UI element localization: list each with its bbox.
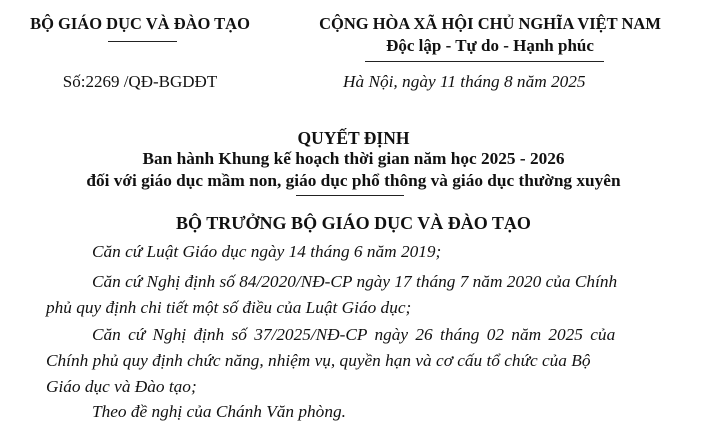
preamble-item (46, 322, 656, 400)
issuing-authority: BỘ TRƯỞNG BỘ GIÁO DỤC VÀ ĐÀO TẠO (176, 213, 531, 233)
preamble-item (46, 239, 656, 265)
place-date: Hà Nội, ngày 11 tháng 8 năm 2025 (343, 72, 586, 91)
preamble-text: Căn cứ Luật Giáo dục ngày 14 tháng 6 năm 2019; (92, 242, 442, 261)
decision-subject-line-2: đối với giáo dục mầm non, giáo dục phổ thông và giáo dục thường xuyên (86, 171, 621, 190)
title-underline (296, 195, 404, 196)
preamble-item (46, 269, 656, 321)
ministry-underline (108, 41, 177, 42)
motto-underline (365, 61, 604, 62)
ministry-name: BỘ GIÁO DỤC VÀ ĐÀO TẠO (30, 14, 250, 33)
decision-heading: QUYẾT ĐỊNH (297, 128, 410, 148)
document-number: Số:2269 /QĐ-BGDĐT (62, 72, 218, 91)
preamble-text-continued: Giáo dục và Đào tạo; (46, 377, 197, 396)
preamble-text: Căn cứ Nghị định số 84/2020/NĐ-CP ngày 17 tháng 7 năm 2020 của Chính (92, 272, 618, 291)
national-motto: Độc lập - Tự do - Hạnh phúc (386, 36, 594, 55)
preamble-item (46, 399, 656, 425)
preamble-text: Căn cứ Nghị định số 37/2025/NĐ-CP ngày 26 tháng 02 năm 2025 của (92, 325, 616, 344)
decision-subject-line-1: Ban hành Khung kế hoạch thời gian năm học 2025 - 2026 (142, 149, 565, 168)
preamble-text-continued: phủ quy định chi tiết một số điều của Luật Giáo dục; (46, 298, 412, 317)
preamble-text: Theo đề nghị của Chánh Văn phòng. (92, 402, 346, 421)
preamble-text-continued: Chính phủ quy định chức năng, nhiệm vụ, quyền hạn và cơ cấu tổ chức của Bộ (46, 351, 591, 370)
country-name: CỘNG HÒA XÃ HỘI CHỦ NGHĨA VIỆT NAM (319, 14, 661, 33)
